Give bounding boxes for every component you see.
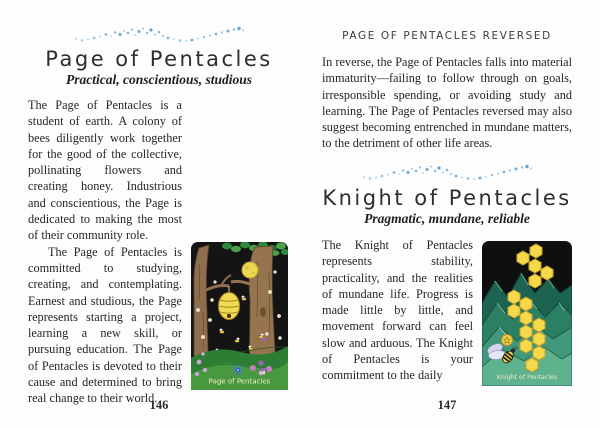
reversed-body-text <box>322 54 572 152</box>
left-ornament <box>28 24 290 49</box>
knight-body-text <box>322 237 572 392</box>
page-of-pentacles-card <box>191 242 288 390</box>
knight-of-pentacles-card-art <box>482 241 572 386</box>
dots-ornament-icon <box>360 162 535 182</box>
reversed-paragraph: In reverse, the Page of Pentacles falls into material immaturity—failing to follow through on goals, irresponsible spending, or avoiding study and learning. The Page of Pentacles reversed may also suggest becoming entrenched in mundane matters, to the detriment of other life areas. <box>322 55 572 151</box>
moon <box>242 262 258 278</box>
knight-of-pentacles-card <box>482 241 572 386</box>
left-body-text <box>28 97 288 407</box>
right-ornament <box>322 162 572 187</box>
card-label-left: Page of Pentacles <box>208 377 271 386</box>
page-number-right: 147 <box>437 398 457 412</box>
dots-ornament-icon <box>72 24 247 44</box>
page-number-left: 146 <box>149 398 169 412</box>
page-of-pentacles-card-art <box>191 242 288 390</box>
page-title-right: Knight of Pentacles <box>322 186 572 210</box>
card-label-right: Knight of Pentacles <box>496 374 558 381</box>
left-paragraph-2: The Page of Pentacles is committed to studying, creating, and contemplating. Earnest and studious, the Page represents starting a project, learning a new skill, or pursuing education. The Page of Pentacles is devoted to their cause and determined to bring real change to their world. <box>28 244 182 406</box>
page-subtitle-left: Practical, conscientious, studious <box>65 72 253 87</box>
left-paragraph-1: The Page of Pentacles is a student of earth. A colony of bees diligently work together for the good of the collective, pollinating flowers and creating honey. Industrious and conscientious, the Page is dedicated to making the most of their community role. <box>28 98 182 243</box>
page-title-left: Page of Pentacles <box>45 47 273 71</box>
knight-paragraph: The Knight of Pentacles represents stability, practicality, and the realities of mundane life. Progress is made little by little, and movement forward can feel slow and arduous. The Knight of Pentacles is your commitment to the daily <box>322 238 473 383</box>
page-subtitle-right: Pragmatic, mundane, reliable <box>364 211 530 226</box>
reversed-section-header: PAGE OF PENTACLES REVERSED <box>342 30 552 42</box>
